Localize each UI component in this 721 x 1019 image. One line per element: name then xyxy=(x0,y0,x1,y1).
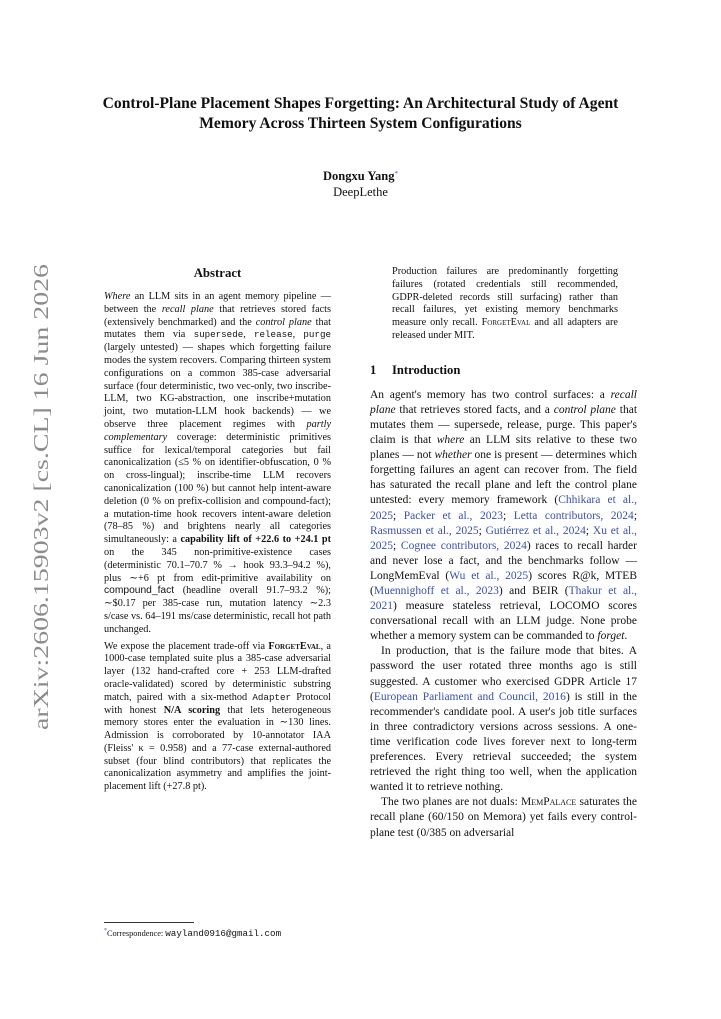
intro-paragraph-2: In production, that is the failure mode that bites. A password the user rotated three months ago is still suggested. A customer who exercised GDPR Article 17 (European Parliament and Council, 2016) is still in the recommender's candidate pool. A user's job title surfaces in three contradictory versions across sessions. A one-time verification code lives forever next to long-term preferences. Every retrieval succeeded; the system retrieved the right thing too well, when the application wanted it to retrieve nothing. xyxy=(370,645,637,794)
author-affiliation: DeepLethe xyxy=(333,185,388,199)
section-number: 1 xyxy=(370,362,377,377)
footnote-rule xyxy=(104,922,194,923)
author-block xyxy=(80,168,641,200)
citation-link[interactable]: Rasmussen et al., 2025 xyxy=(370,524,479,537)
citation-link[interactable]: Packer et al., 2023 xyxy=(403,509,503,522)
abstract-paragraph-2: We expose the placement trade-off via ForgetEval, a 1000-case templated suite plus a 385-case adversarial layer (132 hand-crafted core + 253 LLM-drafted oracle-validated) scored by deterministic substring match, paired with a six-method Adapter Protocol with honest N/A scoring that lets heterogeneous memory stores enter the evaluation in ∼130 lines. Admission is corroborated by 10-annotator IAA (Fleiss' κ = 0.958) and a 77-case external-authored subset (four blind contributors) that replicates the canonicalization asymmetry and amplifies the joint-placement lift (+27.8 pt). xyxy=(104,640,332,793)
citation-link[interactable]: Thakur et al., 2021 xyxy=(370,585,637,613)
intro-paragraph-3: The two planes are not duals: MemPalace saturates the recall plane (60/150 on Memora) yet fails every control-plane test (0/385 on adversarial xyxy=(370,796,637,839)
paper-title: Control-Plane Placement Shapes Forgetting: An Architectural Study of Agent Memory Across Thirteen System Configurations xyxy=(102,95,619,132)
arxiv-stamp xyxy=(10,262,70,732)
citation-link[interactable]: Muennighoff et al., 2023 xyxy=(373,585,499,597)
footnote: *Correspondence: wayland0916@gmail.com xyxy=(104,927,282,939)
citation-link[interactable]: Xu et al., 2025 xyxy=(370,524,637,552)
author-footnote-marker[interactable]: * xyxy=(394,170,398,178)
citation-link[interactable]: Gutiérrez et al., 2024 xyxy=(485,524,586,537)
section-title: Introduction xyxy=(392,362,461,377)
abstract-paragraph-3: Production failures are predominantly forgetting failures (rotated credentials still recommended, GDPR-deleted records still surfacing) rather than recall failures, yet existing memory benchmarks measure only recall. ForgetEval and all adapters are released under MIT. xyxy=(392,266,618,341)
abstract-paragraph-1: Where an LLM sits in an agent memory pipeline — between the recall plane that retrieves stored facts (extensively benchmarked) and the control plane that mutates them via supersede, release, purge (largely untested) — shapes which forgetting failure modes the system recovers. Comparing thirteen system configurations on a common 385-case adversarial surface (four deterministic, two vec-only, two inscribe-LLM, two KG-abstraction, one inscribe+mutation joint, two mutation-LLM hook backends) — we observe three placement regimes with partly complementary coverage: deterministic primitives suffice for lexical/temporal categories but fail canonicalization (≤5 % on identifier-obfuscation, 0 % on cross-lingual); inscribe-time LLM recovers canonicalization (100 %) but cannot help intent-aware deletion (0 % on prefix-collision and compound-fact); a mutation-time hook recovers intent-aware deletion (78–85 %) and brightens nearly all categories simultaneously: a capability lift of +22.6 to +24.1 pt on the 345 non-primitive-existence cases (deterministic 70.1–70.7 % → hook 93.3–94.2 %), plus ∼+6 pt from edit-primitive availability on compound_fact (headline overall 91.7–93.2 %); ∼$0.17 per 385-case run, mutation latency ∼2.3 s/case vs. 64–191 ms/case deterministic, recall hot path unchanged. xyxy=(104,291,331,635)
intro-paragraph-1: An agent's memory has two control surfaces: a recall plane that retrieves stored facts, and a control plane that mutates them — supersede, release, purge. This paper's claim is that where an LLM sits relative to these two planes — not whether one is present — determines which forgetting failures an agent can recover from. The field has saturated the recall plane and left the control plane untested: every memory framework (Chhikara et al., 2025; Packer et al., 2023; Letta contributors, 2024; Rasmussen et al., 2025; Gutiérrez et al., 2024; Xu et al., 2025; Cognee contributors, 2024) races to recall harder and never lose a fact, and the benchmarks follow — LongMemEval (Wu et al., 2025) scores R@k, MTEB (Muennighoff et al., 2023) and BEIR (Thakur et al., 2021) measure stateless retrieval, LOCOMO scores conversational recall with an LLM judge. None probe whether a memory system can be commanded to forget. xyxy=(370,388,638,643)
left-column xyxy=(104,266,331,798)
citation-link[interactable]: Letta contributors, 2024 xyxy=(513,509,634,522)
abstract-heading: Abstract xyxy=(193,266,242,280)
citation-link[interactable]: Cognee contributors, 2024 xyxy=(400,539,527,552)
citation-link[interactable]: Wu et al., 2025 xyxy=(449,569,529,582)
footnote-email[interactable]: wayland0916@gmail.com xyxy=(165,927,282,939)
author-name: Dongxu Yang xyxy=(323,169,395,183)
arxiv-stamp-text: arXiv:2606.15903v2 [cs.CL] 16 Jun 2026 xyxy=(29,378,53,730)
citation-link[interactable]: European Parliament and Council, 2016 xyxy=(373,690,566,703)
citation-link[interactable]: Chhikara et al., 2025 xyxy=(370,494,637,522)
section-heading-introduction xyxy=(370,363,637,378)
right-column xyxy=(370,266,637,841)
